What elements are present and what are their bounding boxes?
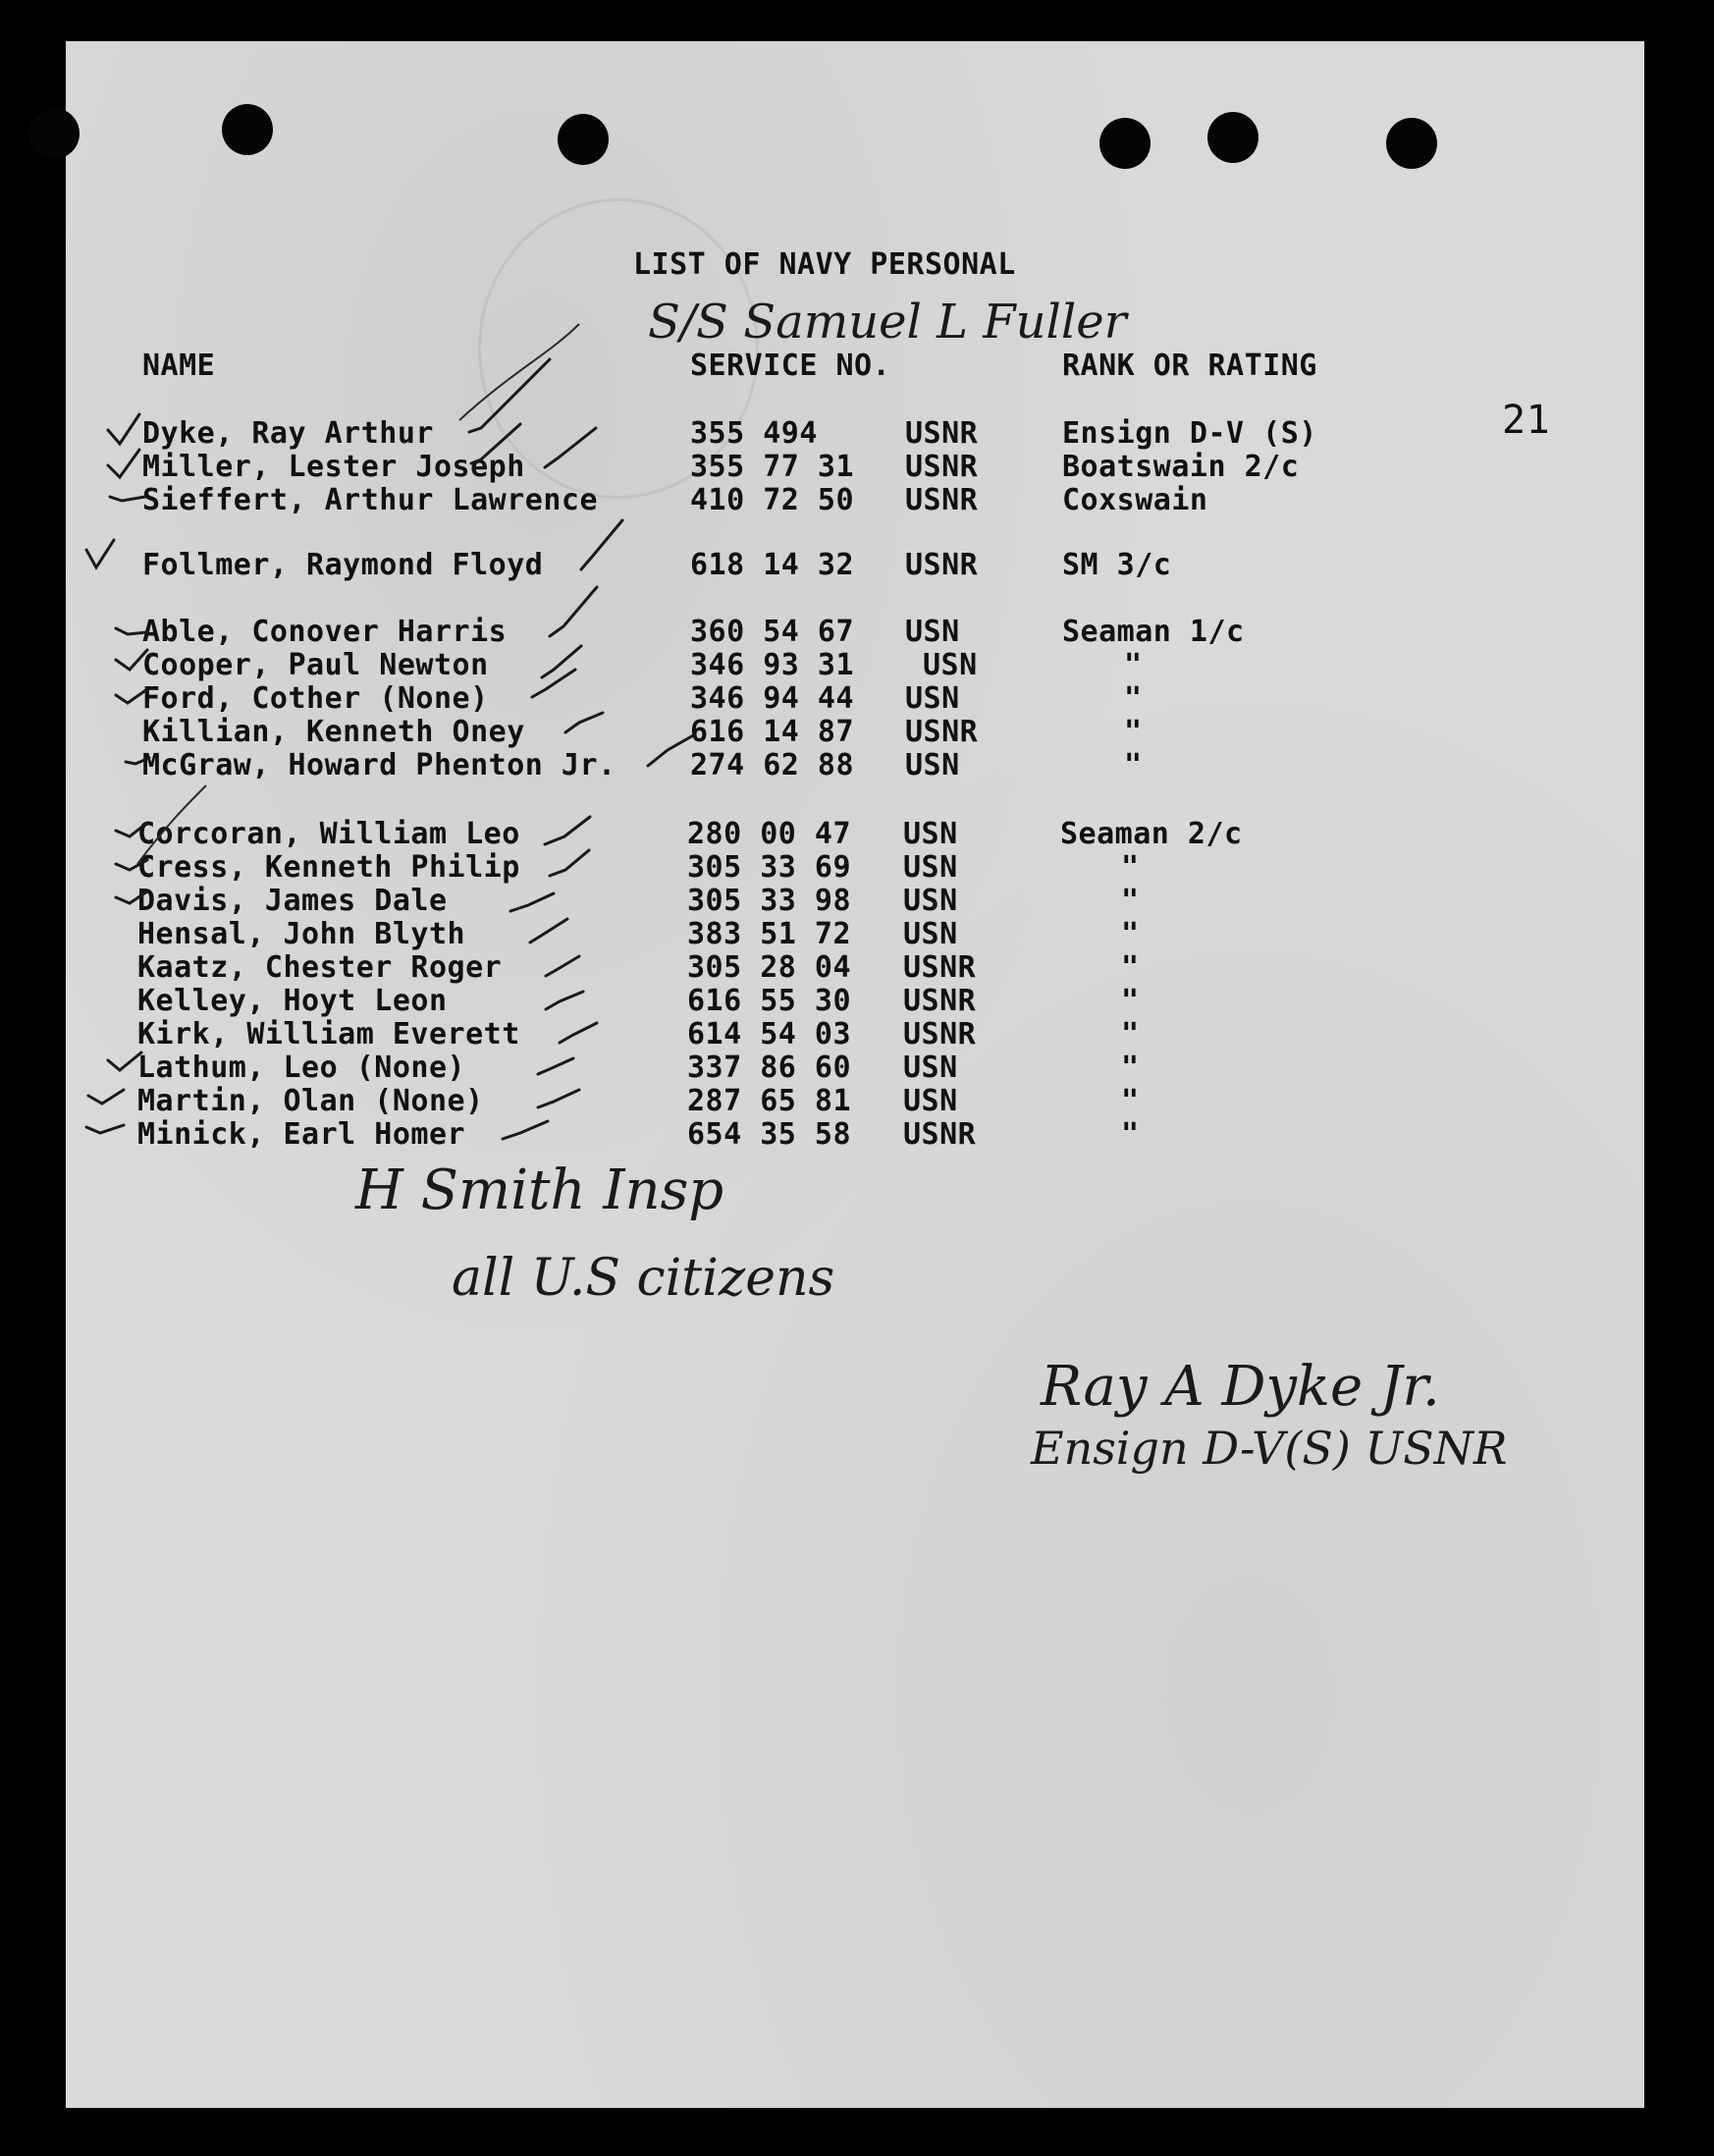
- row-service-no: 346 94 44: [690, 681, 855, 716]
- row-name: Minick, Earl Homer: [137, 1117, 466, 1152]
- row-name: Kaatz, Chester Roger: [137, 950, 503, 985]
- row-branch: USN: [903, 1051, 958, 1085]
- row-service-no: 337 86 60: [687, 1051, 852, 1085]
- row-rank: ": [1124, 681, 1143, 716]
- row-rank: Seaman 1/c: [1062, 615, 1245, 649]
- row-branch: USNR: [903, 1117, 977, 1152]
- header-rank: RANK OR RATING: [1062, 349, 1317, 383]
- row-name: Miller, Lester Joseph: [142, 450, 525, 484]
- row-service-no: 305 33 69: [687, 850, 852, 885]
- row-name: Ford, Cother (None): [142, 681, 489, 716]
- row-rank: Seaman 2/c: [1060, 817, 1243, 851]
- row-branch: USN: [903, 1084, 958, 1118]
- row-branch: USN: [905, 748, 960, 782]
- row-service-no: 654 35 58: [687, 1117, 852, 1152]
- row-service-no: 618 14 32: [690, 548, 855, 582]
- inspector-note: H Smith Insp: [355, 1159, 724, 1222]
- row-branch: USN: [923, 648, 978, 682]
- row-rank: ": [1121, 1051, 1140, 1085]
- row-rank: Coxswain: [1062, 483, 1208, 517]
- row-branch: USN: [903, 917, 958, 951]
- punch-hole: [1386, 118, 1437, 169]
- row-rank: ": [1121, 850, 1140, 885]
- row-branch: USNR: [905, 450, 979, 484]
- row-branch: USNR: [905, 483, 979, 517]
- row-name: Corcoran, William Leo: [137, 817, 520, 851]
- row-branch: USNR: [903, 984, 977, 1018]
- row-service-no: 614 54 03: [687, 1017, 852, 1051]
- row-name: Hensal, John Blyth: [137, 917, 466, 951]
- row-rank: ": [1121, 884, 1140, 918]
- row-rank: ": [1121, 984, 1140, 1018]
- header-name: NAME: [142, 349, 216, 383]
- row-service-no: 346 93 31: [690, 648, 855, 682]
- row-rank: ": [1121, 950, 1140, 985]
- row-branch: USNR: [905, 715, 979, 749]
- row-name: Dyke, Ray Arthur: [142, 416, 434, 451]
- row-name: Martin, Olan (None): [137, 1084, 484, 1118]
- row-service-no: 616 55 30: [687, 984, 852, 1018]
- row-name: Kelley, Hoyt Leon: [137, 984, 448, 1018]
- row-rank: ": [1121, 1017, 1140, 1051]
- row-name: Killian, Kenneth Oney: [142, 715, 525, 749]
- punch-hole: [558, 114, 609, 165]
- row-branch: USN: [903, 884, 958, 918]
- header-service-no: SERVICE NO.: [690, 349, 891, 383]
- row-service-no: 305 28 04: [687, 950, 852, 985]
- row-branch: USNR: [903, 1017, 977, 1051]
- row-rank: SM 3/c: [1062, 548, 1172, 582]
- row-service-no: 305 33 98: [687, 884, 852, 918]
- row-service-no: 280 00 47: [687, 817, 852, 851]
- row-branch: USN: [903, 817, 958, 851]
- row-service-no: 274 62 88: [690, 748, 855, 782]
- row-service-no: 360 54 67: [690, 615, 855, 649]
- row-branch: USN: [905, 681, 960, 716]
- row-service-no: 287 65 81: [687, 1084, 852, 1118]
- punch-hole: [28, 108, 80, 159]
- row-rank: ": [1124, 715, 1143, 749]
- row-rank: Ensign D-V (S): [1062, 416, 1317, 451]
- row-name: Cooper, Paul Newton: [142, 648, 489, 682]
- row-rank: ": [1121, 1117, 1140, 1152]
- row-service-no: 355 77 31: [690, 450, 855, 484]
- row-name: Able, Conover Harris: [142, 615, 508, 649]
- row-name: Davis, James Dale: [137, 884, 448, 918]
- row-branch: USN: [903, 850, 958, 885]
- punch-hole: [1207, 112, 1259, 163]
- row-name: Lathum, Leo (None): [137, 1051, 466, 1085]
- row-rank: ": [1121, 1084, 1140, 1118]
- row-rank: Boatswain 2/c: [1062, 450, 1300, 484]
- row-branch: USNR: [905, 416, 979, 451]
- page-number: 21: [1502, 398, 1551, 443]
- row-rank: ": [1124, 748, 1143, 782]
- row-name: Sieffert, Arthur Lawrence: [142, 483, 599, 517]
- row-branch: USNR: [905, 548, 979, 582]
- row-service-no: 355 494: [690, 416, 818, 451]
- row-branch: USN: [905, 615, 960, 649]
- row-name: Kirk, William Everett: [137, 1017, 520, 1051]
- signature-name: Ray A Dyke Jr.: [1041, 1355, 1440, 1419]
- row-service-no: 616 14 87: [690, 715, 855, 749]
- row-branch: USNR: [903, 950, 977, 985]
- row-service-no: 410 72 50: [690, 483, 855, 517]
- row-service-no: 383 51 72: [687, 917, 852, 951]
- row-name: McGraw, Howard Phenton Jr.: [142, 748, 616, 782]
- row-name: Cress, Kenneth Philip: [137, 850, 520, 885]
- document-title: LIST OF NAVY PERSONAL: [633, 247, 1016, 282]
- row-rank: ": [1124, 648, 1143, 682]
- punch-hole: [222, 104, 273, 155]
- punch-hole: [1099, 118, 1151, 169]
- row-name: Follmer, Raymond Floyd: [142, 548, 544, 582]
- signature-title: Ensign D-V(S) USNR: [1031, 1422, 1508, 1475]
- ship-name-handwritten: S/S Samuel L Fuller: [648, 295, 1127, 350]
- citizens-note: all U.S citizens: [452, 1249, 835, 1308]
- row-rank: ": [1121, 917, 1140, 951]
